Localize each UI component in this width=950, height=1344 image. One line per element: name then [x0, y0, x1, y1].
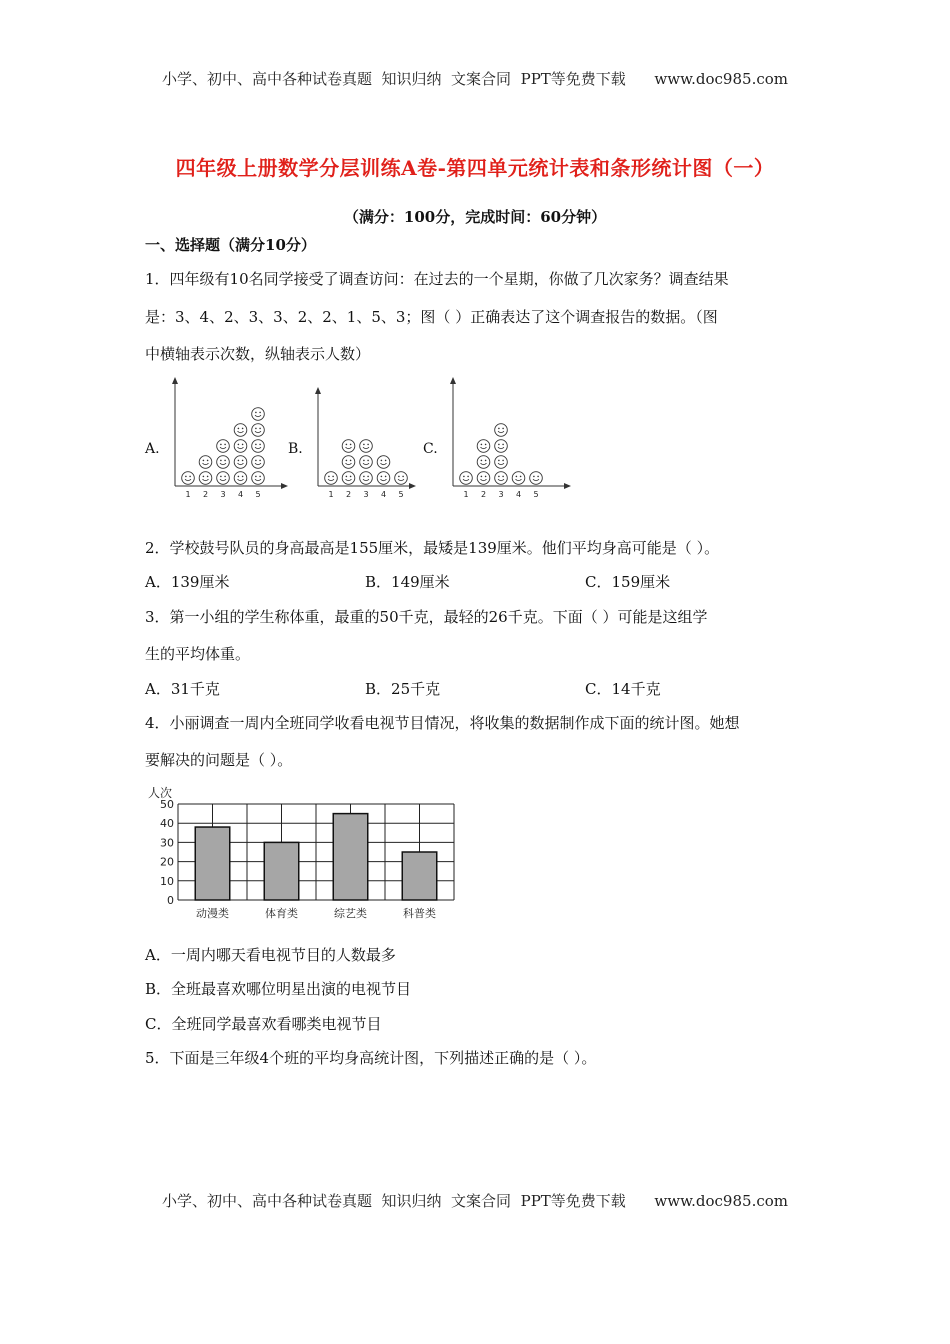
q4-option-a: A．一周内哪天看电视节目的人数最多 [145, 946, 396, 964]
tick-label: 5 [398, 490, 404, 499]
tick-label: 3 [363, 490, 369, 499]
tv-program-bar-chart [140, 780, 470, 928]
q1-option-a-chart [165, 375, 290, 500]
y-tick-label: 20 [160, 855, 174, 869]
tick-label: 1 [185, 490, 191, 499]
y-axis-arrow [172, 377, 178, 384]
q2-option-a: A．139厘米 [145, 573, 230, 591]
y-tick-label: 10 [160, 874, 174, 888]
smiley-face-icon [477, 440, 490, 453]
question-3-line-1: 3．第一小组的学生称体重，最重的50千克，最轻的26千克。下面（ ）可能是这组学 [145, 608, 708, 626]
smiley-face-icon [377, 456, 390, 469]
smiley-face-icon [342, 440, 355, 453]
tick-label: 3 [498, 490, 504, 499]
smiley-face-icon [360, 472, 373, 485]
y-tick-label: 30 [160, 836, 174, 850]
tick-label: 1 [463, 490, 469, 499]
smiley-face-icon [234, 440, 247, 453]
category-label: 体育类 [265, 907, 298, 920]
smiley-face-icon [252, 456, 265, 469]
y-tick-label: 40 [160, 817, 174, 831]
smiley-face-icon [460, 472, 473, 485]
y-axis-arrow [450, 377, 456, 384]
q2-option-b: B．149厘米 [365, 573, 450, 591]
category-label: 综艺类 [334, 907, 367, 920]
tick-label: 2 [480, 490, 487, 499]
tick-label: 4 [380, 490, 387, 499]
smiley-face-icon [495, 440, 508, 453]
q3-option-c: C．14千克 [585, 680, 661, 698]
q3-option-a: A．31千克 [145, 680, 220, 698]
smiley-face-icon [477, 456, 490, 469]
question-4-line-2: 要解决的问题是（ ）。 [145, 751, 293, 769]
x-axis-arrow [409, 483, 416, 489]
tick-label: 4 [237, 490, 244, 499]
smiley-face-icon [530, 472, 543, 485]
smiley-face-icon [234, 456, 247, 469]
smiley-face-icon [199, 456, 212, 469]
smiley-face-icon [360, 440, 373, 453]
tick-label: 5 [533, 490, 539, 499]
q1-option-b-chart [308, 385, 418, 500]
q1-option-a-label: A. [145, 441, 160, 457]
smiley-face-icon [477, 472, 490, 485]
smiley-face-icon [252, 424, 265, 437]
tick-label: 5 [255, 490, 261, 499]
question-1-line-3: 中横轴表示次数，纵轴表示人数） [145, 345, 371, 363]
page-footer: 小学、初中、高中各种试卷真题 知识归纳 文案合同 PPT等免费下载 www.doc985.com [161, 1192, 788, 1210]
x-axis-arrow [564, 483, 571, 489]
category-label: 科普类 [403, 907, 436, 920]
q1-option-b-label: B. [288, 441, 303, 457]
section-heading: 一、选择题（满分10分） [145, 236, 316, 254]
question-2-line: 2．学校鼓号队员的身高最高是155厘米，最矮是139厘米。他们平均身高可能是（ ）。 [145, 539, 720, 557]
tick-label: 3 [220, 490, 226, 499]
q3-option-b: B．25千克 [365, 680, 441, 698]
q2-option-c: C．159厘米 [585, 573, 671, 591]
smiley-face-icon [252, 472, 265, 485]
q4-option-b: B．全班最喜欢哪位明星出演的电视节目 [145, 980, 412, 998]
x-axis-arrow [281, 483, 288, 489]
y-tick-label: 0 [167, 894, 174, 907]
smiley-face-icon [217, 456, 230, 469]
smiley-face-icon [395, 472, 408, 485]
category-label: 动漫类 [196, 907, 229, 920]
question-1-line-2: 是：3、4、2、3、3、2、2、1、5、3；图（ ）正确表达了这个调查报告的数据。（图 [145, 308, 718, 326]
smiley-face-icon [377, 472, 390, 485]
chart-ylabel: 人次 [148, 786, 173, 800]
smiley-face-icon [325, 472, 338, 485]
tick-label: 2 [345, 490, 352, 499]
smiley-face-icon [182, 472, 195, 485]
smiley-face-icon [217, 440, 230, 453]
page-header: 小学、初中、高中各种试卷真题 知识归纳 文案合同 PPT等免费下载 www.doc985.com [161, 70, 788, 88]
smiley-face-icon [252, 408, 265, 421]
bar [333, 814, 368, 900]
tick-label: 2 [202, 490, 209, 499]
question-4-line-1: 4．小丽调查一周内全班同学收看电视节目情况，将收集的数据制作成下面的统计图。她想 [145, 714, 740, 732]
smiley-face-icon [360, 456, 373, 469]
smiley-face-icon [199, 472, 212, 485]
question-5-line: 5．下面是三年级4个班的平均身高统计图，下列描述正确的是（ ）。 [145, 1049, 597, 1067]
page-subtitle: （满分：100分，完成时间：60分钟） [343, 208, 607, 226]
y-tick-label: 50 [160, 798, 174, 811]
smiley-face-icon [495, 456, 508, 469]
smiley-face-icon [252, 440, 265, 453]
q1-option-c-chart [443, 375, 573, 500]
q1-option-c-label: C. [423, 441, 438, 457]
bar [264, 842, 299, 900]
tick-label: 1 [328, 490, 334, 499]
bar [402, 852, 437, 900]
question-1-line-1: 1．四年级有10名同学接受了调查访问：在过去的一个星期，你做了几次家务？调查结果 [145, 270, 729, 288]
page-title: 四年级上册数学分层训练A卷-第四单元统计表和条形统计图（一） [175, 156, 775, 180]
question-3-line-2: 生的平均体重。 [145, 645, 251, 663]
smiley-face-icon [217, 472, 230, 485]
smiley-face-icon [234, 424, 247, 437]
smiley-face-icon [495, 424, 508, 437]
smiley-face-icon [234, 472, 247, 485]
y-axis-arrow [315, 387, 321, 394]
smiley-face-icon [342, 456, 355, 469]
q4-option-c: C．全班同学最喜欢看哪类电视节目 [145, 1015, 382, 1033]
smiley-face-icon [495, 472, 508, 485]
bar [195, 827, 230, 900]
tick-label: 4 [515, 490, 522, 499]
smiley-face-icon [512, 472, 525, 485]
smiley-face-icon [342, 472, 355, 485]
